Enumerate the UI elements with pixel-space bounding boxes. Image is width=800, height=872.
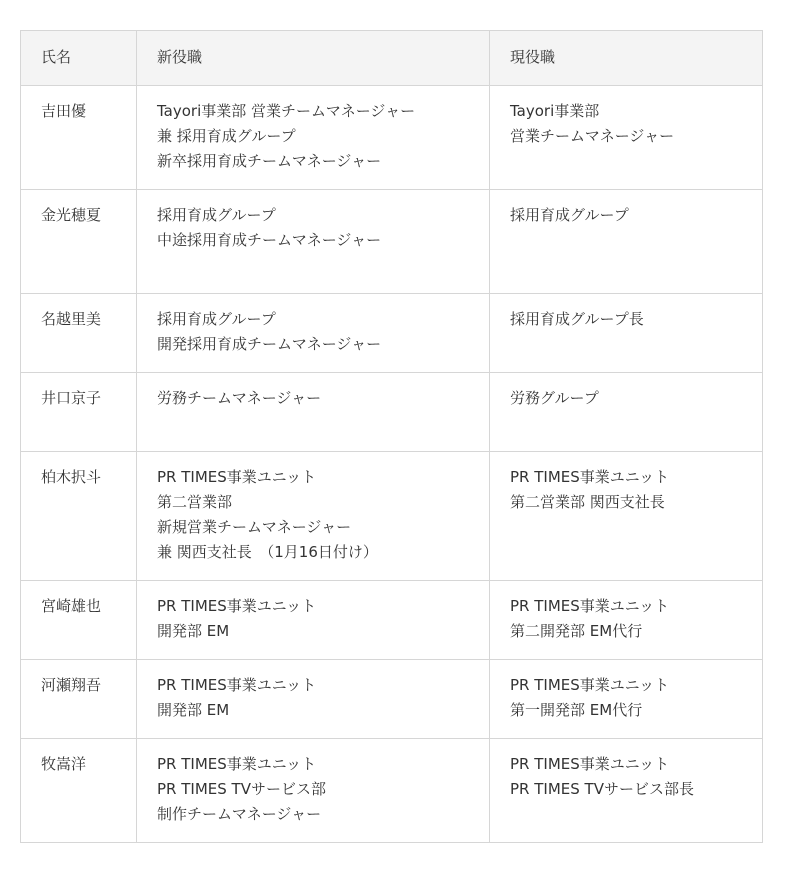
personnel-changes-table xyxy=(20,30,763,843)
current-role-line: PR TIMES TVサービス部長 xyxy=(510,780,694,798)
current-role-line: PR TIMES事業ユニット xyxy=(510,755,670,773)
new-role-line: 新規営業チームマネージャー xyxy=(157,518,352,536)
new-role-line: PR TIMES TVサービス部 xyxy=(157,780,326,798)
cell-new-role xyxy=(137,581,490,660)
cell-name: 井口京子 xyxy=(21,373,137,452)
cell-new-role xyxy=(137,660,490,739)
cell-current-role xyxy=(490,190,763,294)
cell-new-role xyxy=(137,294,490,373)
cell-new-role xyxy=(137,373,490,452)
new-role-line: 採用育成グループ xyxy=(157,310,276,328)
current-role-line: 採用育成グループ xyxy=(510,206,629,224)
table-row xyxy=(21,581,763,660)
current-role-line: PR TIMES事業ユニット xyxy=(510,597,670,615)
cell-current-role xyxy=(490,660,763,739)
new-role-line: 開発部 EM xyxy=(157,701,230,719)
cell-name: 柏木択斗 xyxy=(21,452,137,581)
cell-current-role xyxy=(490,581,763,660)
cell-name: 宮崎雄也 xyxy=(21,581,137,660)
current-role-line: PR TIMES事業ユニット xyxy=(510,676,670,694)
cell-current-role xyxy=(490,294,763,373)
current-role-line: 営業チームマネージャー xyxy=(510,127,675,145)
table-row xyxy=(21,373,763,452)
cell-current-role xyxy=(490,739,763,843)
current-role-line: 第二開発部 EM代行 xyxy=(510,622,643,640)
current-role-line: 第一開発部 EM代行 xyxy=(510,701,643,719)
new-role-line: 開発採用育成チームマネージャー xyxy=(157,335,382,353)
current-role-line: Tayori事業部 xyxy=(510,102,600,120)
cell-name: 名越里美 xyxy=(21,294,137,373)
new-role-line: 新卒採用育成チームマネージャー xyxy=(157,152,382,170)
cell-name: 金光穂夏 xyxy=(21,190,137,294)
current-role-line: 採用育成グループ長 xyxy=(510,310,644,328)
roster-table-container xyxy=(20,30,763,843)
new-role-line: PR TIMES事業ユニット xyxy=(157,755,317,773)
new-role-line: 採用育成グループ xyxy=(157,206,276,224)
cell-new-role xyxy=(137,86,490,190)
cell-name: 牧嵩洋 xyxy=(21,739,137,843)
new-role-line: 第二営業部 xyxy=(157,493,233,511)
header-current-role: 現役職 xyxy=(490,31,763,86)
cell-current-role xyxy=(490,86,763,190)
current-role-line: 第二営業部 関西支社長 xyxy=(510,493,665,511)
new-role-line: 兼 関西支社長 （1月16日付け） xyxy=(157,543,378,561)
cell-current-role xyxy=(490,373,763,452)
new-role-line: Tayori事業部 営業チームマネージャー xyxy=(157,102,416,120)
cell-name: 吉田優 xyxy=(21,86,137,190)
new-role-line: 中途採用育成チームマネージャー xyxy=(157,231,382,249)
cell-new-role xyxy=(137,190,490,294)
current-role-line: 労務グループ xyxy=(510,389,599,407)
new-role-line: PR TIMES事業ユニット xyxy=(157,468,317,486)
new-role-line: 労務チームマネージャー xyxy=(157,389,322,407)
table-header-row xyxy=(21,31,763,86)
header-new-role: 新役職 xyxy=(137,31,490,86)
table-row xyxy=(21,660,763,739)
table-row xyxy=(21,294,763,373)
cell-new-role xyxy=(137,452,490,581)
new-role-line: 制作チームマネージャー xyxy=(157,805,322,823)
cell-new-role xyxy=(137,739,490,843)
new-role-line: PR TIMES事業ユニット xyxy=(157,597,317,615)
table-row xyxy=(21,86,763,190)
cell-current-role xyxy=(490,452,763,581)
header-name: 氏名 xyxy=(21,31,137,86)
table-row xyxy=(21,452,763,581)
table-row xyxy=(21,190,763,294)
current-role-line: PR TIMES事業ユニット xyxy=(510,468,670,486)
new-role-line: 兼 採用育成グループ xyxy=(157,127,296,145)
cell-name: 河瀬翔吾 xyxy=(21,660,137,739)
table-row xyxy=(21,739,763,843)
new-role-line: PR TIMES事業ユニット xyxy=(157,676,317,694)
new-role-line: 開発部 EM xyxy=(157,622,230,640)
